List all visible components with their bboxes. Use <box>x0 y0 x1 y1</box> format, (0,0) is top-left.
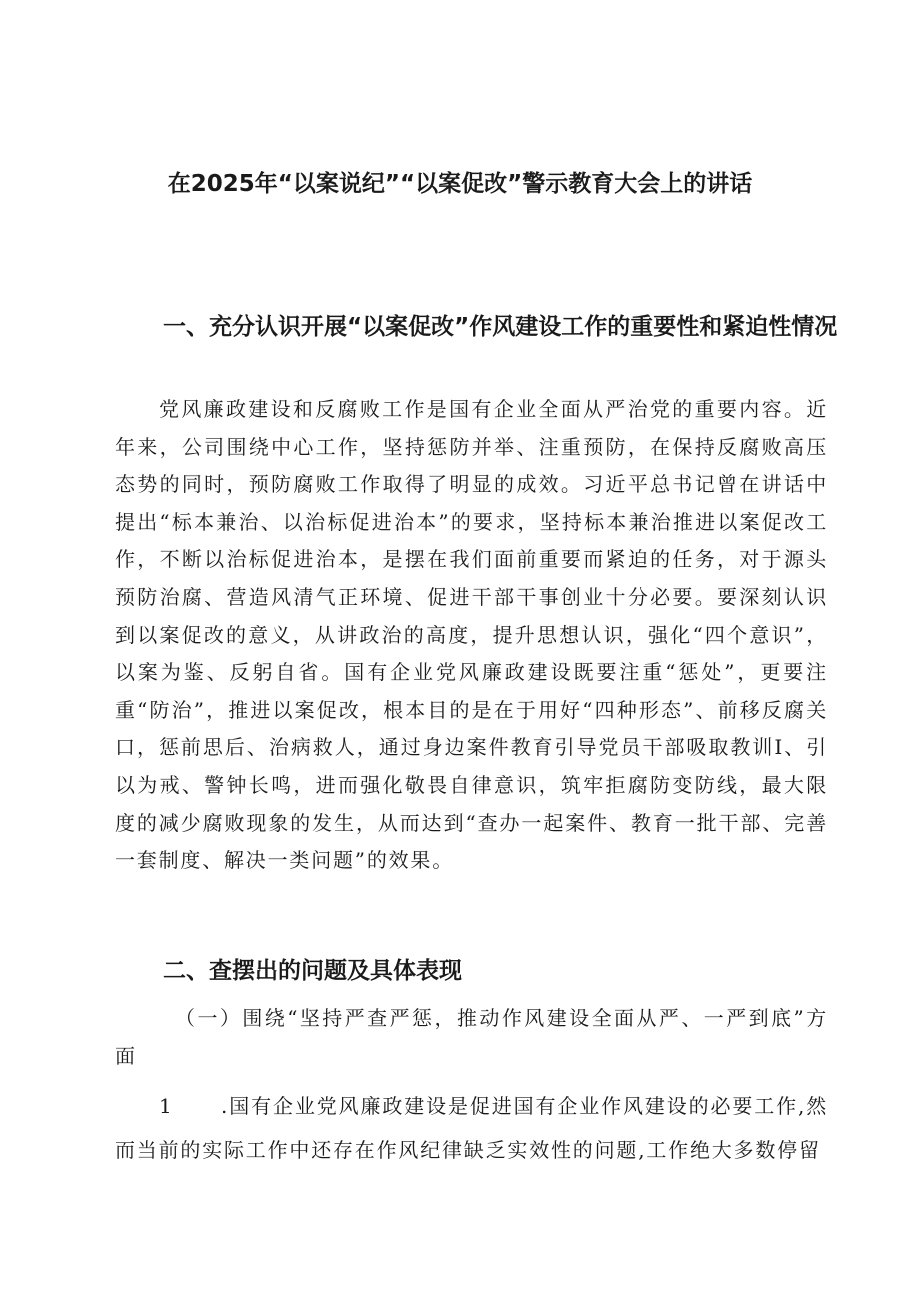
section-1-heading: 一、充分认识开展“以案促改”作风建设工作的重要性和紧迫性情况 <box>163 314 838 340</box>
section-2-heading: 二、查摆出的问题及具体表现 <box>163 958 462 984</box>
list-item <box>115 1084 828 1172</box>
section-2-subheading: （一）围绕“坚持严查严惩，推动作风建设全面从严、一严到底”方面 <box>115 1006 828 1068</box>
section-1-paragraph: 党风廉政建设和反腐败工作是国有企业全面从严治党的重要内容。近年来，公司围绕中心工作，坚持惩防并举、注重预防，在保持反腐败高压态势的同时，预防腐败工作取得了明显的成效。习近平总书记曾在讲话中提出“标本兼治、以治标促进治本”的要求，坚持标本兼治推进以案促改工作，不断以治标促进治本，是摆在我们面前重要而紧迫的任务，对于源头预防治腐、营造风清气正环境、促进干部干事创业十分必要。要深刻认识到以案促改的意义，从讲政治的高度，提升思想认识，强化“四个意识”，以案为鉴、反躬自省。国有企业党风廉政建设既要注重“惩处”，更要注重“防治”，推进以案促改，根本目的是在于用好“四种形态”、前移反腐关口，惩前思后、治病救人，通过身边案件教育引导党员干部吸取教训I、引以为戒、警钟长鸣，进而强化敬畏自律意识，筑牢拒腐防变防线，最大限度的减少腐败现象的发生，从而达到“查办一起案件、教育一批干部、完善一套制度、解决一类问题”的效果。 <box>115 397 828 873</box>
list-item-text: .国有企业党风廉政建设是促进国有企业作风建设的必要工作,然而当前的实际工作中还存在作风纪律缺乏实效性的问题,工作绝大多数停留 <box>115 1094 828 1162</box>
document-title: 在2025年“以案说纪”“以案促改”警示教育大会上的讲话 <box>167 171 753 197</box>
list-item-number: 1 <box>159 1094 174 1118</box>
